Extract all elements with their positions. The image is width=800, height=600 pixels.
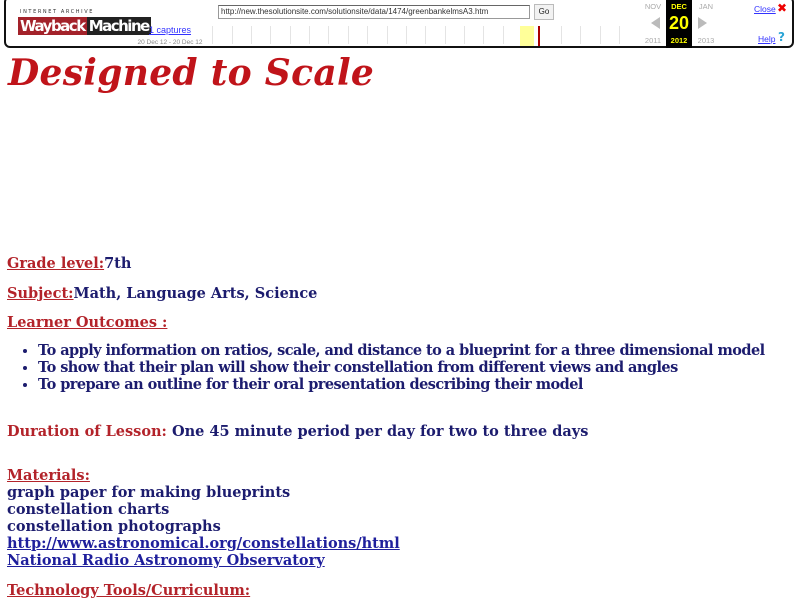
subject-label: Subject: xyxy=(7,285,74,302)
learner-outcomes-list xyxy=(0,342,765,393)
sparkline-tick xyxy=(212,26,213,44)
current-day: 20 xyxy=(668,13,690,33)
sparkline-tick xyxy=(619,26,620,44)
astronomical-org-link[interactable]: http://www.astronomical.org/constellations/html xyxy=(7,535,400,552)
go-button[interactable]: Go xyxy=(534,4,554,20)
current-month: DEC xyxy=(671,2,687,11)
url-input[interactable]: http://new.thesolutionsite.com/solutionsite/data/1474/greenbankelmsA3.htm xyxy=(218,5,530,19)
material-item: constellation charts xyxy=(7,501,170,518)
technology-heading xyxy=(7,582,250,599)
captures-link[interactable]: 1 captures xyxy=(148,25,192,35)
current-month-column xyxy=(666,0,692,48)
prev-month: NOV xyxy=(644,2,662,11)
sparkline-tick xyxy=(387,26,388,44)
sparkline-tick xyxy=(232,26,233,44)
help-icon[interactable]: ? xyxy=(778,30,785,44)
list-item: • To prepare an outline for their oral presentation describing their model xyxy=(38,376,765,393)
learner-outcomes-heading xyxy=(7,314,167,331)
sparkline-tick xyxy=(483,26,484,44)
technology-label: Technology Tools/Curriculum: xyxy=(7,582,251,599)
logo-internet-archive-text: INTERNET ARCHIVE xyxy=(20,9,94,15)
material-item: constellation photographs xyxy=(7,518,221,535)
prev-capture-arrow-icon[interactable] xyxy=(651,17,660,29)
sparkline-tick xyxy=(561,26,562,44)
captures-range: 20 Dec 12 - 20 Dec 12 xyxy=(137,39,203,46)
wayback-toolbar xyxy=(0,0,800,50)
sparkline-tick xyxy=(348,26,349,44)
duration-row xyxy=(7,423,588,440)
next-year: 2013 xyxy=(697,36,715,45)
sparkline-tick xyxy=(600,26,601,44)
close-link[interactable]: Close xyxy=(754,4,776,14)
sparkline-tick xyxy=(464,26,465,44)
grade-level-row xyxy=(7,255,131,272)
next-month: JAN xyxy=(698,2,714,11)
captures-info xyxy=(130,25,210,47)
materials-label: Materials: xyxy=(7,467,90,484)
sparkline-tick xyxy=(251,26,252,44)
sparkline-tick xyxy=(445,26,446,44)
logo-machine-text: Machine xyxy=(88,17,149,35)
sparkline-tick xyxy=(328,26,329,44)
current-year-highlight xyxy=(520,26,534,46)
sparkline-tick xyxy=(367,26,368,44)
close-icon[interactable]: ✖ xyxy=(777,1,788,15)
prev-month-column[interactable] xyxy=(640,0,666,45)
subject-value: Math, Language Arts, Science xyxy=(73,285,318,302)
materials-heading xyxy=(7,467,90,484)
next-capture-arrow-icon[interactable] xyxy=(698,17,707,29)
duration-label: Duration of Lesson: xyxy=(7,423,167,440)
nrao-link[interactable]: National Radio Astronomy Observatory xyxy=(7,552,325,569)
material-item: graph paper for making blueprints xyxy=(7,484,291,501)
sparkline-tick xyxy=(406,26,407,44)
capture-marker[interactable] xyxy=(538,26,540,46)
grade-level-value: 7th xyxy=(104,255,132,272)
sparkline-tick xyxy=(309,26,310,44)
page-title: Designed to Scale xyxy=(8,52,375,94)
help-link[interactable]: Help xyxy=(758,34,776,44)
current-year: 2012 xyxy=(670,36,688,45)
sparkline-tick xyxy=(270,26,271,44)
list-item: • To apply information on ratios, scale, and distance to a blueprint for a three dimensional model xyxy=(38,342,765,359)
capture-sparkline[interactable] xyxy=(212,24,636,46)
wayback-logo[interactable] xyxy=(18,8,149,42)
duration-value: One 45 minute period per day for two to three days xyxy=(166,423,589,440)
sparkline-tick xyxy=(503,26,504,44)
sparkline-tick xyxy=(425,26,426,44)
sparkline-tick xyxy=(580,26,581,44)
grade-level-label: Grade level: xyxy=(7,255,105,272)
calendar-nav xyxy=(640,0,720,48)
next-month-column[interactable] xyxy=(693,0,719,45)
materials-list xyxy=(7,484,400,569)
prev-year: 2011 xyxy=(644,36,662,45)
list-item: • To show that their plan will show their constellation from different views and angles xyxy=(38,359,765,376)
sparkline-tick xyxy=(290,26,291,44)
logo-wayback-text: Wayback xyxy=(20,17,85,35)
subject-row xyxy=(7,285,317,302)
learner-outcomes-label: Learner Outcomes : xyxy=(7,314,168,331)
